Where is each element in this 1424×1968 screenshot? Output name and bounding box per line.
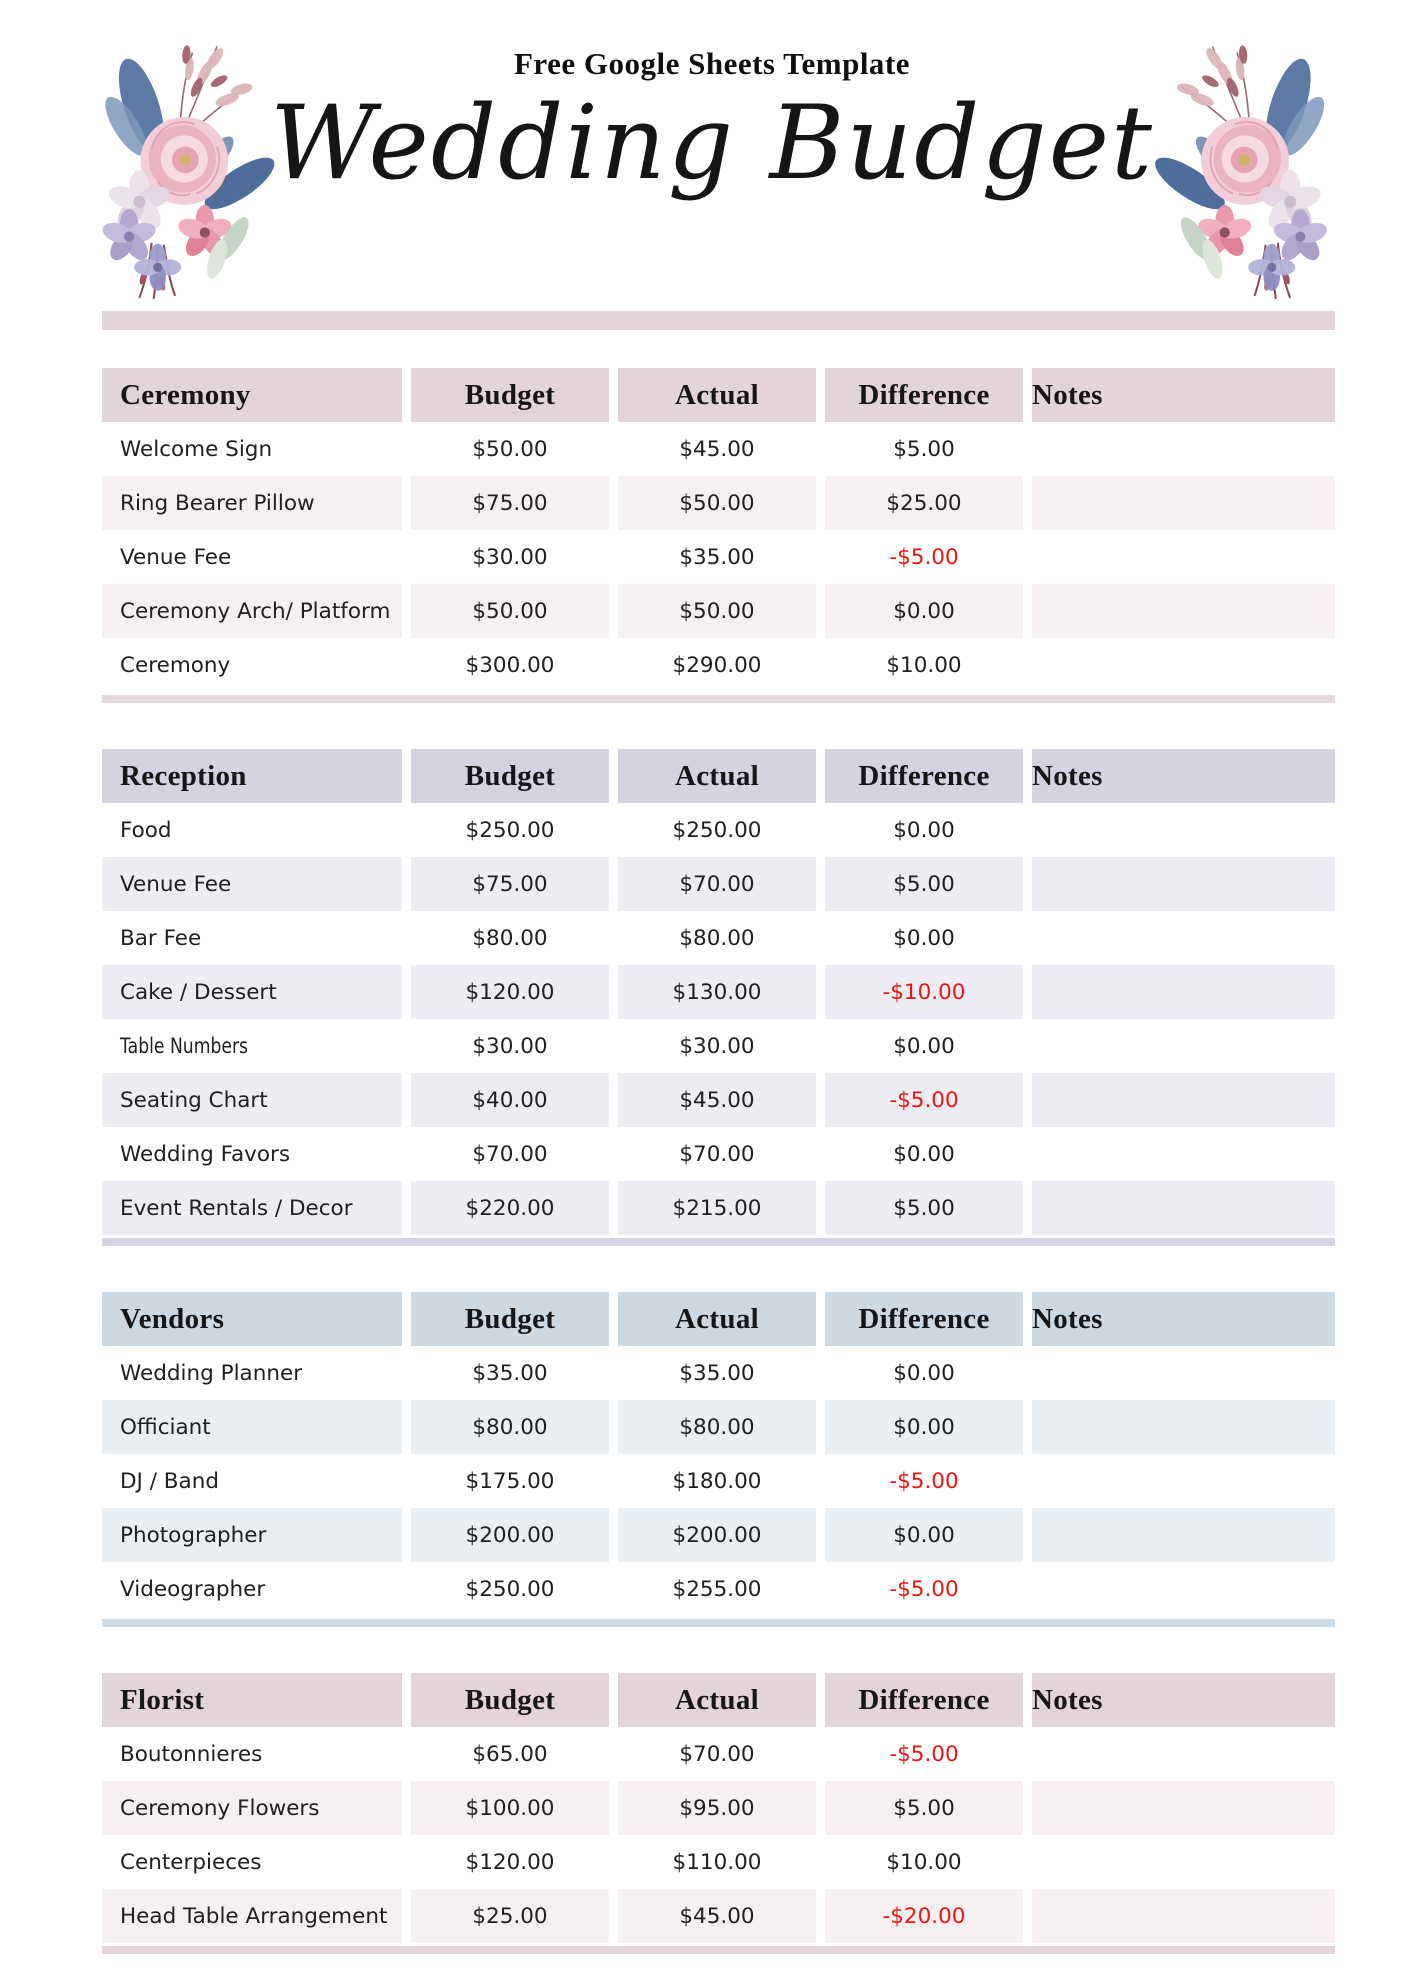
actual-value: $50.00 [618, 584, 816, 638]
budget-value: $80.00 [411, 1400, 609, 1454]
actual-value: $50.00 [618, 476, 816, 530]
table-row [102, 1073, 1335, 1127]
budget-value: $70.00 [472, 1141, 548, 1167]
notes-cell [1032, 1400, 1335, 1454]
budget-section [102, 368, 1335, 703]
table-row [102, 530, 1335, 584]
table-row [102, 1400, 1335, 1454]
notes-cell [1032, 1073, 1335, 1127]
difference-value: -$5.00 [889, 1576, 959, 1602]
item-label: DJ / Band [120, 1468, 220, 1494]
item-label: Ceremony [120, 652, 231, 678]
budget-value: $120.00 [411, 965, 609, 1019]
item-label: Cake / Dessert [102, 965, 402, 1019]
actual-value: $80.00 [679, 925, 755, 951]
section-title: Reception [102, 749, 402, 803]
notes-cell [1032, 965, 1335, 1019]
table-row [102, 911, 1335, 965]
column-header-difference: Difference [825, 368, 1023, 422]
item-label: Ceremony Flowers [102, 1781, 402, 1835]
section-header-row [102, 1673, 1335, 1727]
section-title: Vendors [102, 1292, 402, 1346]
table-row [102, 1727, 1335, 1781]
notes-cell [1032, 1181, 1335, 1235]
notes-cell [1032, 1835, 1335, 1889]
budget-section [102, 749, 1335, 1246]
budget-value: $75.00 [411, 857, 609, 911]
actual-value: $70.00 [679, 1741, 755, 1767]
difference-value: $0.00 [893, 1033, 955, 1059]
difference-value: $0.00 [893, 817, 955, 843]
budget-value: $250.00 [465, 1576, 555, 1602]
budget-value: $300.00 [465, 652, 555, 678]
item-label: Food [120, 817, 172, 843]
notes-cell [1032, 1508, 1335, 1562]
budget-value: $30.00 [472, 1033, 548, 1059]
table-row [102, 422, 1335, 476]
section-rows [102, 1346, 1335, 1616]
budget-value: $220.00 [411, 1181, 609, 1235]
column-header-budget: Budget [411, 1292, 609, 1346]
budget-value: $65.00 [472, 1741, 548, 1767]
item-label: Centerpieces [120, 1849, 262, 1875]
actual-value: $180.00 [672, 1468, 762, 1494]
actual-value: $95.00 [618, 1781, 816, 1835]
section-divider [102, 1619, 1335, 1627]
notes-cell [1032, 1019, 1335, 1073]
column-header-notes: Notes [1032, 368, 1335, 422]
budget-section [102, 1292, 1335, 1627]
difference-value: -$5.00 [889, 544, 959, 570]
difference-value: -$10.00 [825, 965, 1023, 1019]
item-label: Bar Fee [120, 925, 202, 951]
template-subtitle: Free Google Sheets Template [513, 46, 911, 81]
difference-value: $0.00 [825, 1508, 1023, 1562]
item-label: Videographer [120, 1576, 266, 1602]
difference-value: -$5.00 [889, 1741, 959, 1767]
item-label: Ceremony Arch/ Platform [102, 584, 402, 638]
budget-value: $25.00 [411, 1889, 609, 1943]
actual-value: $110.00 [672, 1849, 762, 1875]
notes-cell [1032, 476, 1335, 530]
table-row [102, 1562, 1335, 1616]
actual-value: $30.00 [679, 1033, 755, 1059]
item-label: Wedding Favors [120, 1141, 291, 1167]
notes-cell [1032, 1127, 1335, 1181]
section-divider [102, 1238, 1335, 1246]
table-row [102, 1346, 1335, 1400]
section-rows [102, 803, 1335, 1235]
title-underline-bar [102, 311, 1335, 330]
table-row [102, 965, 1335, 1019]
item-label: Welcome Sign [120, 436, 273, 462]
budget-sections [102, 368, 1335, 1954]
table-row [102, 1454, 1335, 1508]
column-header-actual: Actual [618, 749, 816, 803]
budget-value: $50.00 [411, 584, 609, 638]
budget-value: $30.00 [472, 544, 548, 570]
difference-value: $5.00 [825, 857, 1023, 911]
difference-value: $25.00 [825, 476, 1023, 530]
difference-value: $0.00 [893, 925, 955, 951]
actual-value: $250.00 [672, 817, 762, 843]
section-rows [102, 422, 1335, 692]
difference-value: $0.00 [825, 584, 1023, 638]
budget-section [102, 1673, 1335, 1954]
notes-cell [1032, 1727, 1335, 1781]
column-header-notes: Notes [1032, 1292, 1335, 1346]
table-row [102, 857, 1335, 911]
column-header-budget: Budget [411, 749, 609, 803]
budget-value: $120.00 [465, 1849, 555, 1875]
column-header-difference: Difference [825, 1292, 1023, 1346]
table-row [102, 1181, 1335, 1235]
notes-cell [1032, 1454, 1335, 1508]
notes-cell [1032, 422, 1335, 476]
item-label: Photographer [102, 1508, 402, 1562]
column-header-actual: Actual [618, 1292, 816, 1346]
column-header-budget: Budget [411, 368, 609, 422]
table-row [102, 1127, 1335, 1181]
difference-value: -$5.00 [889, 1468, 959, 1494]
actual-value: $45.00 [618, 1073, 816, 1127]
notes-cell [1032, 1889, 1335, 1943]
section-header-row [102, 1292, 1335, 1346]
difference-value: -$5.00 [825, 1073, 1023, 1127]
actual-value: $80.00 [618, 1400, 816, 1454]
column-header-actual: Actual [618, 1673, 816, 1727]
difference-value: $0.00 [893, 1360, 955, 1386]
actual-value: $215.00 [618, 1181, 816, 1235]
item-label: Wedding Planner [120, 1360, 303, 1386]
budget-value: $80.00 [472, 925, 548, 951]
difference-value: $5.00 [825, 1181, 1023, 1235]
actual-value: $70.00 [618, 857, 816, 911]
table-row [102, 476, 1335, 530]
section-rows [102, 1727, 1335, 1943]
table-row [102, 1835, 1335, 1889]
column-header-notes: Notes [1032, 749, 1335, 803]
section-header-row [102, 368, 1335, 422]
difference-value: -$20.00 [825, 1889, 1023, 1943]
notes-cell [1032, 857, 1335, 911]
difference-value: $5.00 [825, 1781, 1023, 1835]
difference-value: $10.00 [886, 652, 962, 678]
column-header-actual: Actual [618, 368, 816, 422]
item-label: Venue Fee [120, 544, 232, 570]
section-title: Florist [102, 1673, 402, 1727]
budget-value: $175.00 [465, 1468, 555, 1494]
column-header-notes: Notes [1032, 1673, 1335, 1727]
table-row [102, 638, 1335, 692]
actual-value: $255.00 [672, 1576, 762, 1602]
column-header-difference: Difference [825, 749, 1023, 803]
notes-cell [1032, 530, 1335, 584]
budget-value: $250.00 [465, 817, 555, 843]
column-header-difference: Difference [825, 1673, 1023, 1727]
difference-value: $5.00 [893, 436, 955, 462]
budget-value: $100.00 [411, 1781, 609, 1835]
section-divider [102, 695, 1335, 703]
table-row [102, 1889, 1335, 1943]
notes-cell [1032, 803, 1335, 857]
notes-cell [1032, 911, 1335, 965]
item-label: Table Numbers [120, 1033, 249, 1059]
notes-cell [1032, 638, 1335, 692]
budget-value: $35.00 [472, 1360, 548, 1386]
item-label: Event Rentals / Decor [102, 1181, 402, 1235]
column-header-budget: Budget [411, 1673, 609, 1727]
table-row [102, 1781, 1335, 1835]
budget-value: $75.00 [411, 476, 609, 530]
section-title: Ceremony [102, 368, 402, 422]
section-divider [102, 1946, 1335, 1954]
notes-cell [1032, 1562, 1335, 1616]
difference-value: $0.00 [825, 1400, 1023, 1454]
item-label: Venue Fee [102, 857, 402, 911]
notes-cell [1032, 584, 1335, 638]
difference-value: $0.00 [893, 1141, 955, 1167]
page-header [0, 0, 1424, 311]
difference-value: $10.00 [886, 1849, 962, 1875]
item-label: Boutonnieres [120, 1741, 263, 1767]
table-row [102, 1019, 1335, 1073]
actual-value: $45.00 [679, 436, 755, 462]
actual-value: $70.00 [679, 1141, 755, 1167]
page-title: Wedding Budget [269, 84, 1155, 203]
item-label: Head Table Arrangement [102, 1889, 402, 1943]
table-row [102, 803, 1335, 857]
item-label: Seating Chart [102, 1073, 402, 1127]
table-row [102, 1508, 1335, 1562]
actual-value: $45.00 [618, 1889, 816, 1943]
section-header-row [102, 749, 1335, 803]
actual-value: $35.00 [679, 1360, 755, 1386]
budget-value: $50.00 [472, 436, 548, 462]
actual-value: $35.00 [679, 544, 755, 570]
item-label: Ring Bearer Pillow [102, 476, 402, 530]
actual-value: $200.00 [618, 1508, 816, 1562]
item-label: Officiant [102, 1400, 402, 1454]
table-row [102, 584, 1335, 638]
notes-cell [1032, 1781, 1335, 1835]
actual-value: $130.00 [618, 965, 816, 1019]
notes-cell [1032, 1346, 1335, 1400]
actual-value: $290.00 [672, 652, 762, 678]
budget-value: $40.00 [411, 1073, 609, 1127]
budget-value: $200.00 [411, 1508, 609, 1562]
